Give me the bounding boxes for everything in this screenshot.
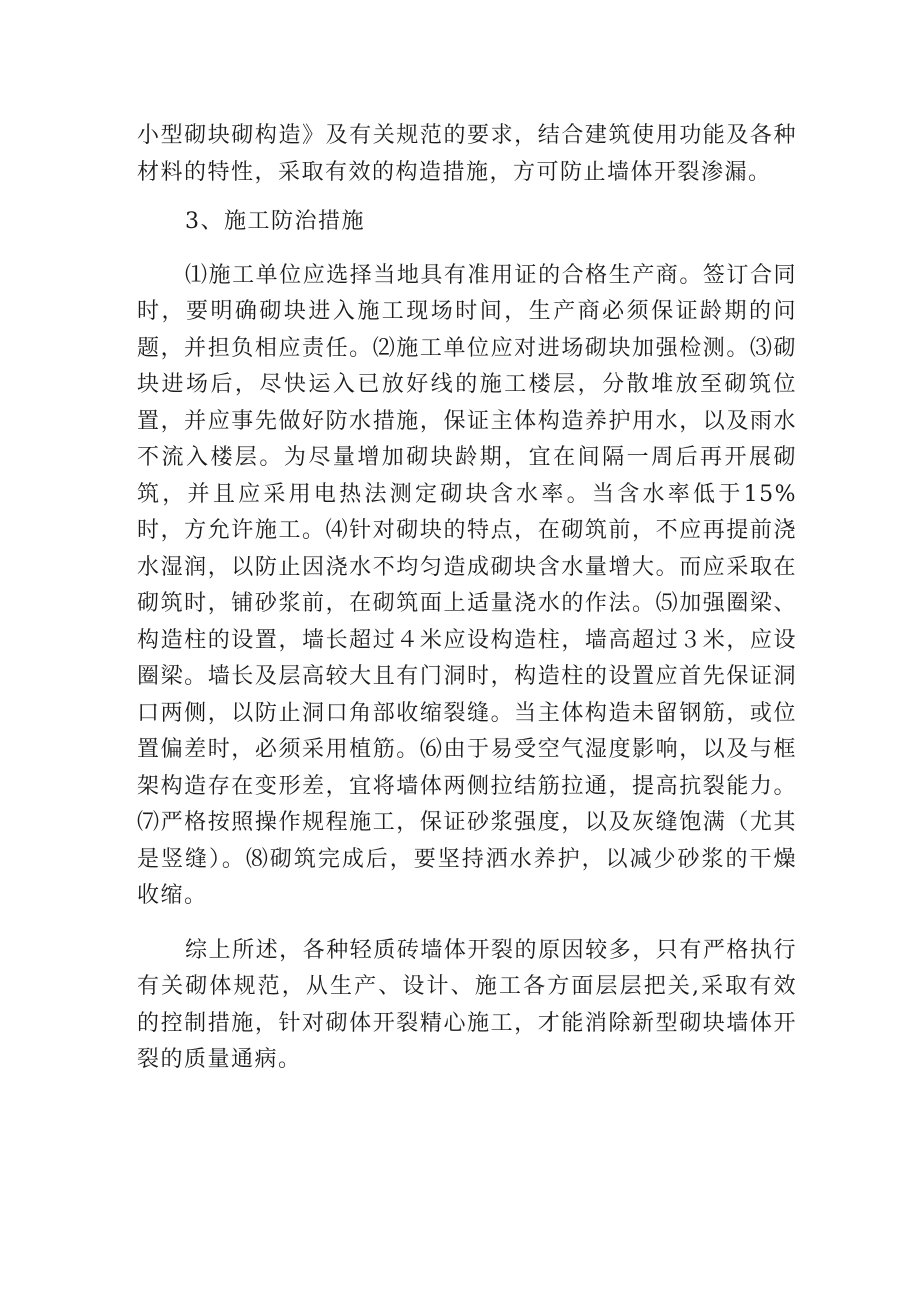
paragraph-measures: ⑴施工单位应选择当地具有准用证的合格生产商。签订合同时，要明确砌块进入施工现场时间，生产商必须保证龄期的问题，并担负相应责任。⑵施工单位应对进场砌块加强检测。⑶砌块进场后，尽快运入已放好线的施工楼层，分散堆放至砌筑位置，并应事先做好防水措施，保证主体构造养护用水，以及雨水不流入楼层。为尽量增加砌块龄期，宜在间隔一周后再开展砌筑，并且应采用电热法测定砌块含水率。当含水率低于15%时，方允许施工。⑷针对砌块的特点，在砌筑前，不应再提前浇水湿润，以防止因浇水不均匀造成砌块含水量增大。而应采取在砌筑时，铺砂浆前，在砌筑面上适量浇水的作法。⑸加强圈梁、构造柱的设置，墙长超过４米应设构造柱，墙高超过３米，应设圈梁。墙长及层高较大且有门洞时，构造柱的设置应首先保证洞口两侧，以防止洞口角部收缩裂缝。当主体构造未留钢筋，或位置偏差时，必须采用植筋。⑹由于易受空气湿度影响，以及与框架构造存在变形差，宜将墙体两侧拉结筋拉通，提高抗裂能力。⑺严格按照操作规程施工，保证砂浆强度，以及灰缝饱满（尤其是竖缝）。⑻砌筑完成后，要坚持洒水养护，以减少砂浆的干燥收缩。: [137, 262, 797, 908]
section-heading: 3、施工防治措施: [185, 209, 365, 234]
document-page: [137, 118, 797, 1079]
paragraph-continuation: 小型砌块砌构造》及有关规范的要求，结合建筑使用功能及各种材料的特性，采取有效的构造措施，方可防止墙体开裂渗漏。: [137, 123, 797, 185]
paragraph-conclusion: 综上所述，各种轻质砖墙体开裂的原因较多，只有严格执行有关砌体规范，从生产、设计、施工各方面层层把关,采取有效的控制措施，针对砌体开裂精心施工，才能消除新型砌块墙体开裂的质量通病。: [137, 937, 797, 1072]
